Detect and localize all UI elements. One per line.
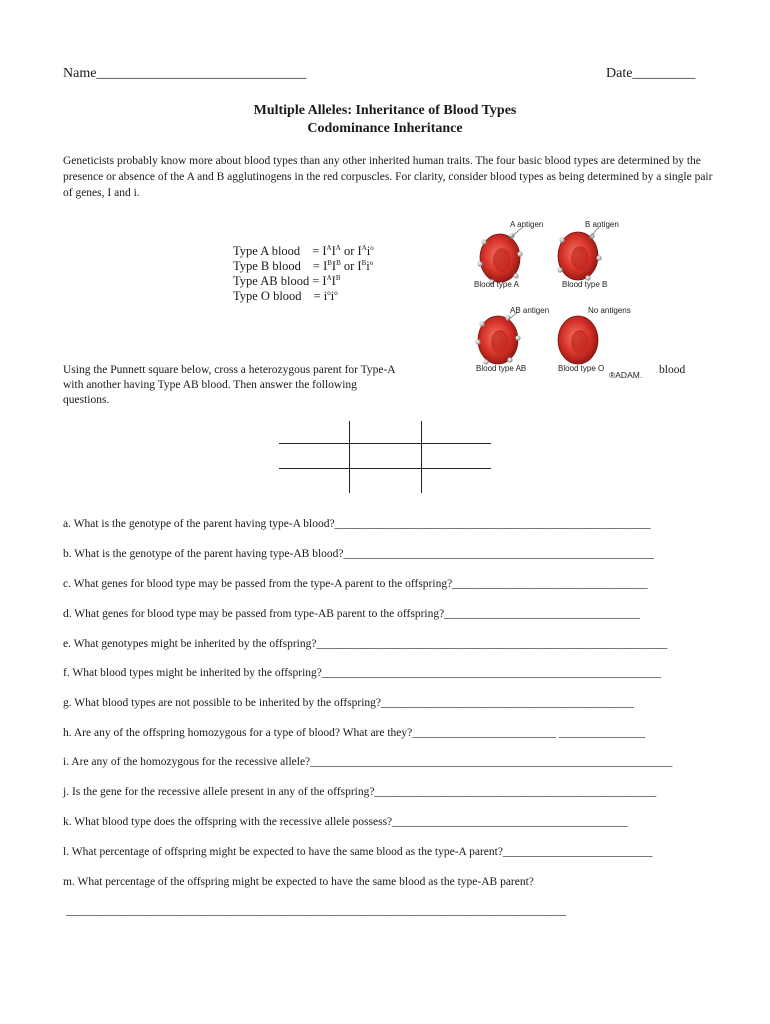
question-k[interactable]: k. What blood type does the offspring with the recessive allele possess?_________________________________________ [63,816,628,828]
question-b[interactable]: b. What is the genotype of the parent having type-AB blood?______________________________________________________ [63,548,655,560]
type-ab-label: Type AB blood [233,274,310,288]
question-h[interactable]: h. Are any of the offspring homozygous for a type of blood? What are they?_________________________ _______________ [63,727,646,739]
allele-sup: A [326,274,332,282]
allele: I [331,259,337,273]
allele-sup: o [327,289,331,297]
type-o-label: Type O blood [233,289,302,303]
allele: i [330,289,335,303]
punnett-vertical-line [421,421,422,493]
instructions-blood-word: blood [659,364,686,376]
instructions-line-2: with another having Type AB blood. Then answer the following [63,379,357,391]
allele: I [331,274,336,288]
or-word: or [340,244,358,258]
date-field-label: Date_________ [606,66,696,81]
question-c[interactable]: c. What genes for blood type may be passed from the type-A parent to the offspring?__________________________________ [63,578,648,590]
allele-sup: B [361,259,367,267]
allele-sup: A [335,244,341,252]
allele-sup: B [327,259,332,267]
allele-sup: A [361,244,367,252]
instructions-line-1: Using the Punnett square below, cross a heterozygous parent for Type-A [63,364,396,376]
question-m-answer-line[interactable]: _______________________________________________________________________________________ [66,905,567,917]
blood-cell-type-b [557,226,601,281]
allele: I [323,259,328,273]
adam-credit: ®ADAM. [609,370,643,380]
type-o-row [233,289,338,304]
blood-cell-type-o [558,316,598,364]
allele-sup: A [326,244,332,252]
allele-sup: B [336,259,341,267]
blood-type-o-label: Blood type O [558,364,605,373]
punnett-horizontal-line [279,468,491,469]
allele: i [366,259,370,273]
question-l[interactable]: l. What percentage of offspring might be expected to have the same blood as the type-A parent?__________________________ [63,846,653,858]
allele-sup: B [335,274,341,282]
type-a-label: Type A blood [233,244,301,258]
type-ab-row [233,274,340,289]
allele: I [322,274,327,288]
question-e[interactable]: e. What genotypes might be inherited by the offspring?_____________________________________________________________ [63,638,668,650]
equals: = [312,259,324,273]
allele: I [322,244,327,258]
allele: I [357,259,362,273]
punnett-vertical-line [349,421,350,493]
question-d[interactable]: d. What genes for blood type may be passed from type-AB parent to the offspring?__________________________________ [63,608,640,620]
type-a-row [233,244,374,259]
allele: I [357,244,362,258]
blood-type-a-label: Blood type A [474,280,519,289]
allele-sup: o [370,244,374,252]
equals: = [313,289,324,303]
allele: i [366,244,371,258]
question-f[interactable]: f. What blood types might be inherited by the offspring?___________________________________________________________ [63,667,662,679]
b-antigen-label: B antigen [585,220,619,229]
blood-cell-type-ab [475,312,520,365]
blood-type-b-label: Blood type B [562,280,608,289]
no-antigens-label: No antigens [588,306,631,315]
allele-sup: o [334,289,338,297]
type-b-row [233,259,373,274]
question-m: m. What percentage of the offspring might be expected to have the same blood as the type-AB parent? [63,876,534,888]
question-i[interactable]: i. Are any of the homozygous for the recessive allele?_______________________________________________________________ [63,756,673,768]
equals: = [312,274,323,288]
intro-paragraph: Geneticists probably know more about blood types than any other inherited human traits. The four basic blood types are determined by the presence or absence of the A and B agglutinogens in the red corpuscles. For clarity, consider blood types as being determined by a single pair of genes, I and i. [63,155,713,199]
blood-cell-type-a [477,226,524,285]
equals: = [312,244,323,258]
question-a[interactable]: a. What is the genotype of the parent having type-A blood?_______________________________________________________ [63,518,651,530]
ab-antigen-label: AB antigen [510,306,550,315]
question-g[interactable]: g. What blood types are not possible to be inherited by the offspring?____________________________________________ [63,697,634,709]
worksheet-subtitle: Codominance Inheritance [307,121,463,136]
blood-type-ab-label: Blood type AB [476,364,527,373]
or-word: or [340,259,358,273]
instructions-line-3: questions. [63,394,110,406]
allele: I [331,244,336,258]
type-b-label: Type B blood [233,259,301,273]
name-field-label: Name______________________________ [63,66,307,81]
question-j[interactable]: j. Is the gene for the recessive allele present in any of the offspring?_________________________________________________ [63,786,657,798]
allele: i [323,289,328,303]
allele-sup: o [369,259,374,267]
a-antigen-label: A antigen [510,220,544,229]
punnett-horizontal-line [279,443,491,444]
worksheet-title: Multiple Alleles: Inheritance of Blood Types [253,103,517,118]
